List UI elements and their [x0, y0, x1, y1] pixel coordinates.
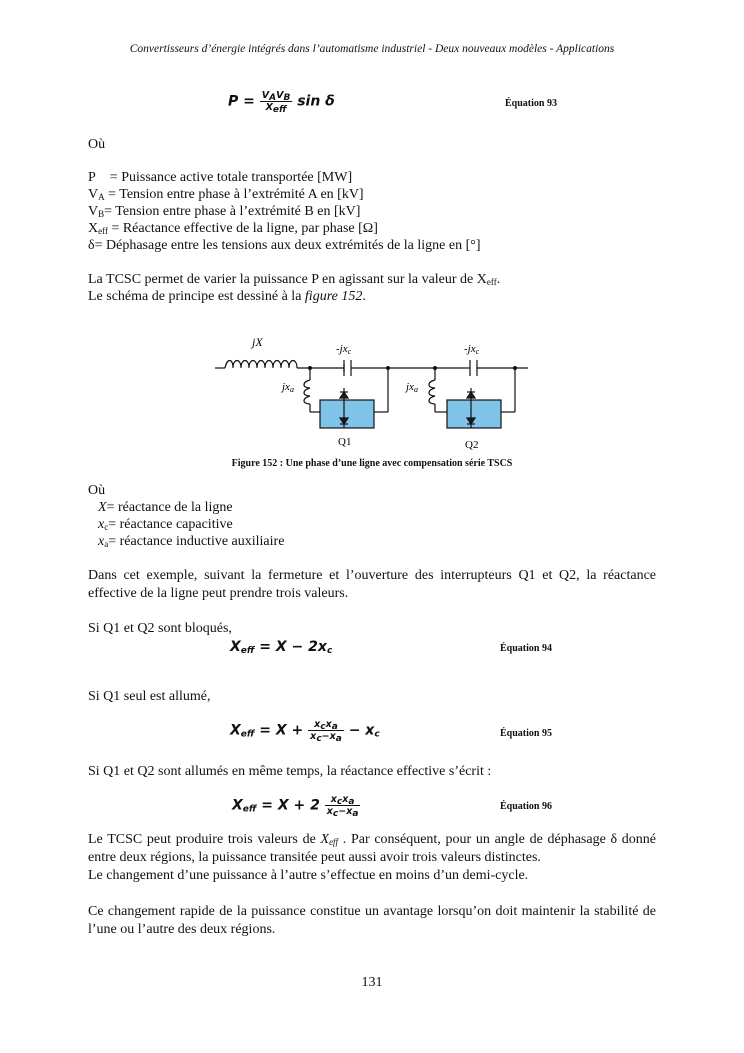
equation-93: P = $\frac{V_AV_B}{X_{eff}}$ sin δ	[228, 90, 335, 115]
label-jxc-2: -jxc	[464, 343, 480, 356]
paragraph-three-values: Le TCSC peut produire trois valeurs de $X_{eff}$ . Par conséquent, pour un angle de déphasage δ donné entre deux régions, la puissance transitée peut aussi avoir trois valeurs distinctes.	[88, 832, 657, 865]
figure-reference: figure 152	[304, 289, 363, 304]
equation-96-label: Équation 96	[500, 801, 552, 812]
label-jxa-1: jxa	[282, 381, 294, 394]
definition-xc: $x_c=$ réactance capacitive	[98, 517, 233, 532]
definition-x: X= réactance de la ligne	[98, 500, 233, 515]
running-header: Convertisseurs d’énergie intégrés dans l’automatisme industriel - Deux nouveaux modèles - Applications	[129, 43, 615, 55]
page-number: 131	[361, 975, 383, 990]
figure-caption: Figure 152 : Une phase d’une ligne avec compensation série TSCS	[231, 458, 513, 469]
definition-xa: $x_a=$ réactance inductive auxiliaire	[98, 534, 285, 549]
ou-label-2: Où	[88, 483, 106, 498]
paragraph-example: Dans cet exemple, suivant la fermeture et l’ouverture des interrupteurs Q1 et Q2, la réactance effective de la ligne peut prendre trois valeurs.	[88, 568, 656, 601]
paragraph-half-cycle: Le changement d’une puissance à l’autre s’effectue en moins d’un demi-cycle.	[88, 868, 529, 883]
aux-inductor-1	[304, 380, 310, 404]
fraction: $\frac{x_cx_a}{x_c-x_a}$	[310, 719, 342, 744]
definition-delta: δ= Déphasage entre les tensions aux deux extrémités de la ligne en [°]	[88, 238, 481, 253]
equation-95-label: Équation 95	[500, 728, 552, 739]
case-q1-only: Si Q1 seul est allumé,	[88, 689, 211, 704]
definition-xeff: $X_{eff}$ = Réactance effective de la ligne, par phase [Ω]	[88, 221, 378, 236]
label-q2: Q2	[465, 439, 479, 451]
definition-p: P = Puissance active totale transportée [MW]	[88, 170, 353, 185]
equation-93-label: Équation 93	[505, 98, 557, 109]
equation-94: $X_{eff} = X - 2x_c$	[230, 639, 333, 656]
equation-96: $X_{eff} = X + 2$ $\frac{x_cx_a}{x_c-x_a}$	[232, 794, 359, 819]
case-q1-q2-blocked: Si Q1 et Q2 sont bloqués,	[88, 621, 232, 636]
case-q1-q2-on: Si Q1 et Q2 sont allumés en même temps, la réactance effective s’écrit :	[88, 764, 492, 779]
definition-va: $V_A$ = Tension entre phase à l’extrémité A en [kV]	[88, 187, 364, 202]
equation-94-label: Équation 94	[500, 643, 552, 654]
label-jxc-1: -jxc	[336, 343, 352, 356]
fraction: $\frac{V_AV_B}{X_{eff}}$	[261, 90, 291, 115]
label-q1: Q1	[338, 436, 352, 448]
label-jxa-2: jxa	[406, 381, 418, 394]
definition-vb: $V_B=$ Tension entre phase à l’extrémité B en [kV]	[88, 204, 361, 219]
aux-inductor-2	[429, 380, 435, 404]
label-jX: jX	[252, 335, 263, 349]
line-inductor	[225, 361, 297, 369]
figure-152-diagram	[210, 330, 540, 455]
paragraph-stability: Ce changement rapide de la puissance constitue un avantage lorsqu’on doit maintenir la stabilité de l’une ou l’autre des deux régions.	[88, 904, 656, 937]
paragraph-tcsc: La TCSC permet de varier la puissance P en agissant sur la valeur de $X_{eff}$.	[88, 272, 501, 287]
ou-label-1: Où	[88, 137, 106, 152]
paragraph-schema: Le schéma de principe est dessiné à la figure 152.	[88, 289, 366, 304]
equation-95: $X_{eff} = X$ + $\frac{x_cx_a}{x_c-x_a}$ − $x_c$	[230, 719, 380, 744]
fraction: $\frac{x_cx_a}{x_c-x_a}$	[326, 794, 359, 819]
